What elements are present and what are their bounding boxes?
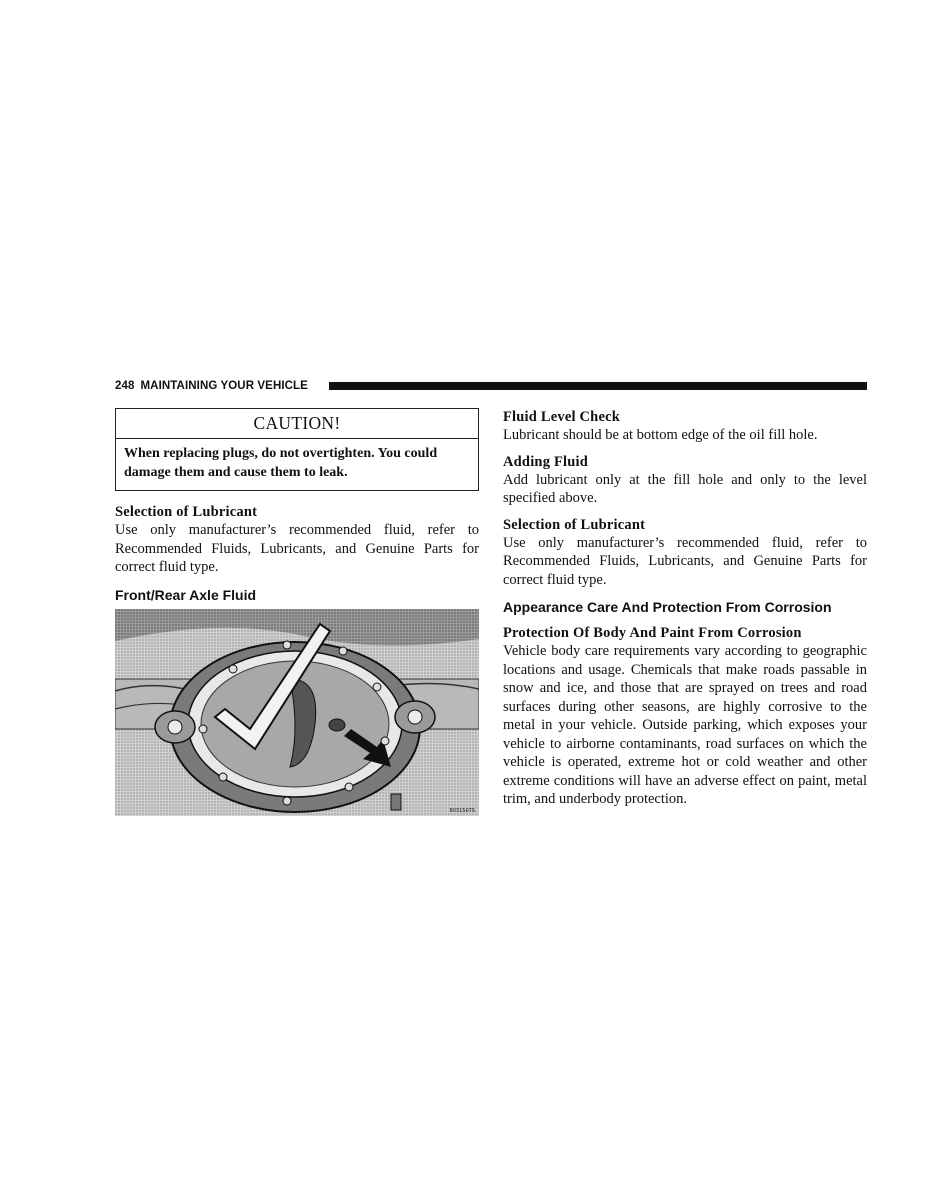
left-column	[115, 408, 479, 816]
page-number: 248	[115, 380, 135, 392]
axle-cover-drawing	[115, 609, 479, 816]
caution-box	[115, 408, 479, 491]
protection-heading: Protection Of Body And Paint From Corrosion	[503, 625, 802, 641]
adding-fluid-text: Add lubricant only at the fill hole and only to the level specified above.	[503, 471, 867, 506]
protection-text: Vehicle body care requirements vary according to geographic locations and usage. Chemicals that make roads passable in snow and ice, and those that are sprayed on trees and road surfaces during other seasons, are highly corrosive to the metal in your vehicle. Outside parking, which exposes your vehicle to airborne contaminants, road surfaces on which the vehicle is operated, extreme hot or cold weather and other extreme conditions will have an adverse effect on paint, metal trim, and underbody protection.	[503, 643, 867, 807]
caution-text: When replacing plugs, do not overtighten. You could damage them and cause them to leak.	[124, 446, 438, 480]
adding-fluid-heading: Adding Fluid	[503, 453, 589, 470]
figure-code: 80315075	[449, 807, 475, 814]
selection-lubricant-heading: Selection of Lubricant	[115, 504, 258, 520]
fluid-level-text: Lubricant should be at bottom edge of the oil fill hole.	[503, 427, 818, 443]
axle-cover-illustration	[115, 609, 479, 816]
appearance-care-heading: Appearance Care And Protection From Corrosion	[503, 599, 832, 615]
selection-lubricant-text: Use only manufacturer’s recommended fluid, refer to Recommended Fluids, Lubricants, and Genuine Parts for correct fluid type.	[115, 522, 479, 575]
header-rule	[329, 382, 867, 390]
right-column	[503, 408, 867, 809]
caution-title: CAUTION!	[116, 409, 478, 439]
fluid-level-heading: Fluid Level Check	[503, 409, 620, 425]
right-selection-lubricant-heading: Selection of Lubricant	[503, 516, 646, 533]
axle-fluid-heading: Front/Rear Axle Fluid	[115, 586, 257, 603]
page-header	[115, 379, 867, 393]
right-selection-lubricant-text: Use only manufacturer’s recommended fluid, refer to Recommended Fluids, Lubricants, and Genuine Parts for correct fluid type.	[503, 534, 867, 588]
section-title: MAINTAINING YOUR VEHICLE	[140, 380, 308, 392]
